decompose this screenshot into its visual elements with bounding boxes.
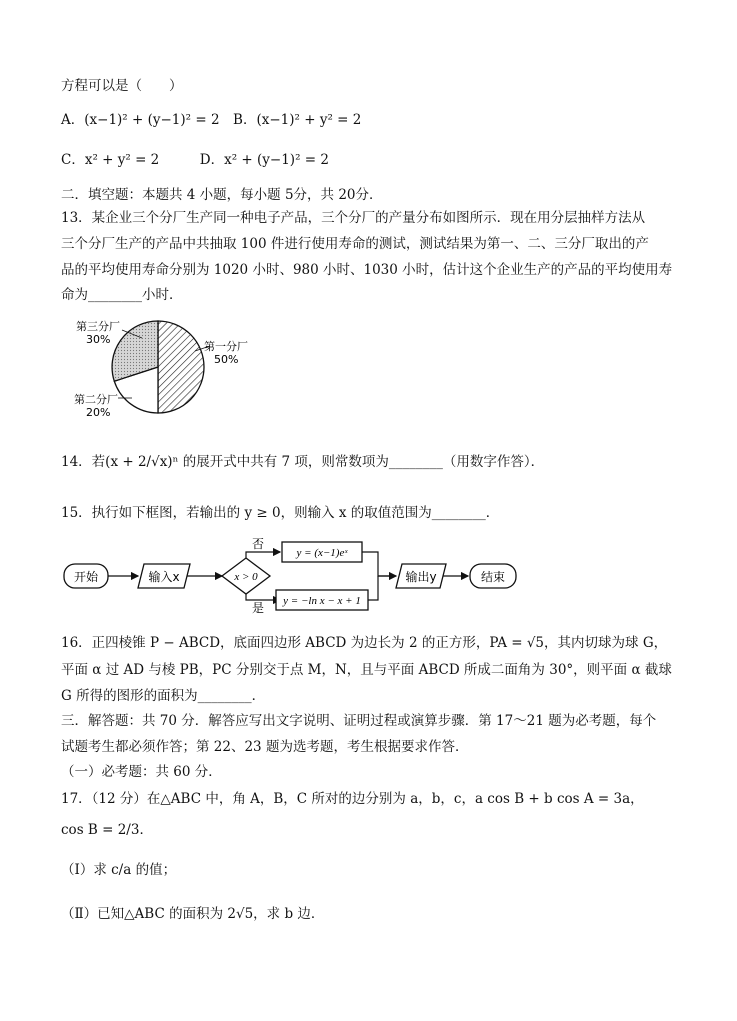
flow-formula-2: y = −ln x − x + 1 <box>283 595 361 607</box>
q16-line-3: G 所得的图形的面积为________． <box>61 688 266 704</box>
pie-slice-factory-1 <box>158 321 204 413</box>
flow-start-label: 开始 <box>73 570 99 584</box>
factory-pie-figure <box>60 316 260 420</box>
flow-formula-1: y = (x−1)eˣ <box>296 547 348 559</box>
flow-no-label: 否 <box>252 537 265 551</box>
flowchart <box>62 536 522 616</box>
option-c-d: C．x² + y² = 2 D．x² + (y−1)² = 2 <box>61 152 329 168</box>
pie-label-factory-3: 第三分厂 <box>76 320 120 333</box>
q15-line: 15．执行如下框图，若输出的 y ≥ 0，则输入 x 的取值范围为________． <box>61 505 500 521</box>
section-3-line-2: 试题考生都必须作答；第 22、23 题为选考题，考生根据要求作答． <box>61 739 469 755</box>
flow-end-label: 结束 <box>480 570 506 584</box>
q17-part-1: （Ⅰ）求 c/a 的值； <box>61 862 177 878</box>
q16-line-2: 平面 α 过 AD 与棱 PB，PC 分别交于点 M，N，且与平面 ABCD 所成二面角为 30°，则平面 α 截球 <box>61 662 672 678</box>
pie-percent-factory-2: 20% <box>86 406 111 419</box>
option-a-b: A．(x−1)² + (y−1)² = 2 B．(x−1)² + y² = 2 <box>61 112 362 128</box>
pie-svg <box>60 316 260 420</box>
section-3-line-1: 三．解答题：共 70 分．解答应写出文字说明、证明过程或演算步骤．第 17～21 题为必考题，每个 <box>61 713 657 729</box>
pie-percent-factory-1: 50% <box>214 353 239 366</box>
q13-line-4: 命为________小时． <box>61 287 183 303</box>
flow-input-label: 输入x <box>148 570 180 584</box>
pie-label-factory-2: 第二分厂 <box>74 393 118 406</box>
q13-line-2: 三个分厂生产的产品中共抽取 100 件进行使用寿命的测试，测试结果为第一、二、三分厂取出的产 <box>61 236 649 252</box>
required-heading: （一）必考题：共 60 分． <box>61 764 222 780</box>
flow-yes-label: 是 <box>252 601 265 615</box>
q17-line-2: cos B = 2/3． <box>61 822 153 838</box>
q13-line-1: 13．某企业三个分厂生产同一种电子产品，三个分厂的产量分布如图所示．现在用分层抽样方法从 <box>61 210 646 226</box>
flow-condition-label: x > 0 <box>234 571 258 583</box>
q17-line-1: 17．（12 分）在△ABC 中，角 A，B，C 所对的边分别为 a，b，c，a cos B + b cos A = 3a， <box>61 791 644 807</box>
q13-line-3: 品的平均使用寿命分别为 1020 小时、980 小时、1030 小时，估计这个企业生产的产品的平均使用寿 <box>61 262 673 278</box>
pie-percent-factory-3: 30% <box>86 333 111 346</box>
section-2-heading: 二．填空题：本题共 4 小题，每小题 5分，共 20分． <box>61 187 383 203</box>
q17-part-2: （Ⅱ）已知△ABC 的面积为 2√5，求 b 边． <box>61 906 325 922</box>
q16-line-1: 16．正四棱锥 P − ABCD，底面四边形 ABCD 为边长为 2 的正方形，PA = √5，其内切球为球 G， <box>61 635 668 651</box>
line-q12-stem: 方程可以是（ ） <box>61 78 183 94</box>
pie-label-factory-1: 第一分厂 <box>204 340 248 353</box>
q14-line: 14．若(x + 2/√x)ⁿ 的展开式中共有 7 项，则常数项为________（用数字作答）． <box>61 454 545 470</box>
flowchart-svg <box>62 536 522 616</box>
flow-output-label: 输出y <box>405 570 437 584</box>
